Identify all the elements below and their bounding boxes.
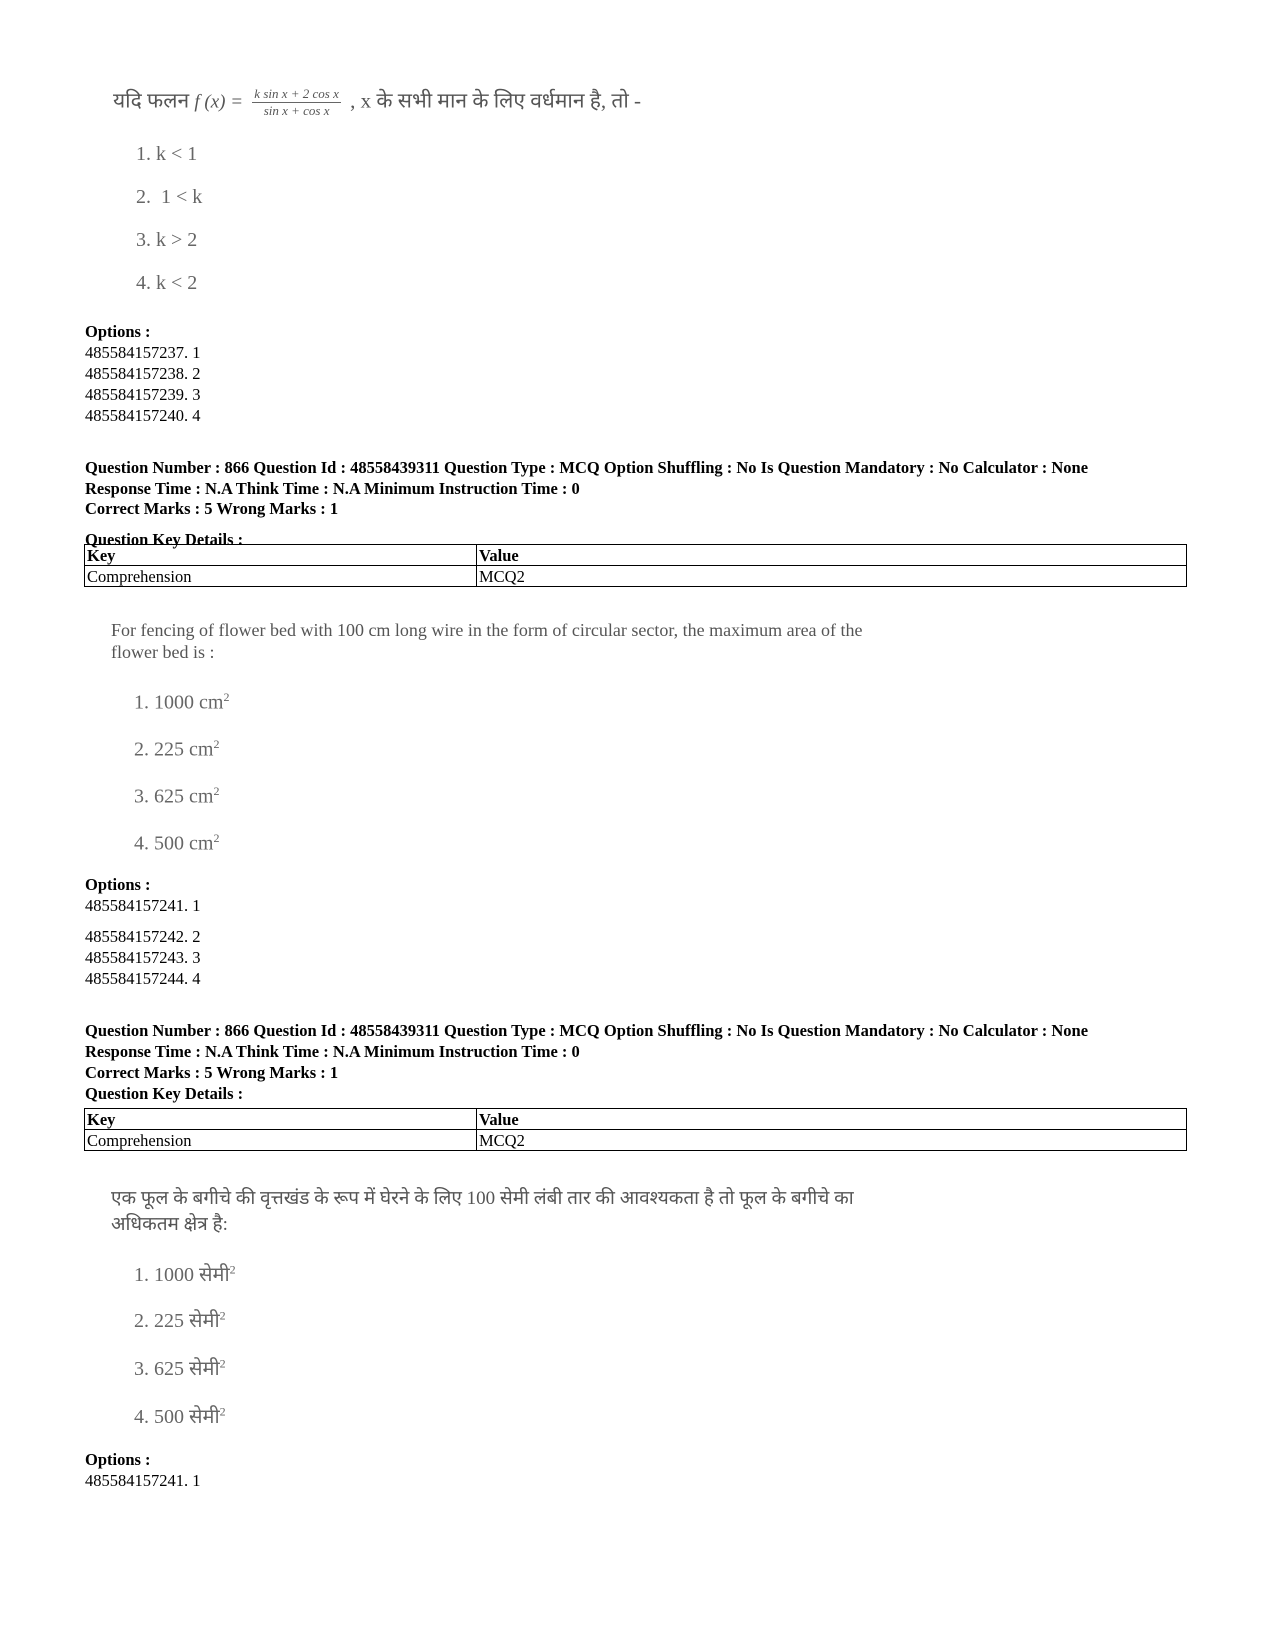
choice-2: 2. 1 < k (136, 186, 203, 208)
choice-text: 1. 1000 cm (134, 691, 224, 714)
table-header-row (85, 545, 1187, 566)
option-row: 485584157241. 1 (85, 896, 201, 915)
choice-text: 2. 225 सेमी (134, 1310, 220, 1332)
value-cell: MCQ2 (477, 1130, 1187, 1151)
table-row (85, 1130, 1187, 1151)
fraction (252, 86, 341, 119)
options-label: Options : (85, 875, 151, 894)
choice-text: 3. 625 cm (134, 785, 214, 808)
question-line-2: flower bed is : (111, 642, 215, 662)
function-notation: f (x) = (194, 91, 244, 113)
value-header: Value (477, 545, 1187, 566)
superscript: 2 (213, 737, 220, 751)
question-meta-line-2: Response Time : N.A Think Time : N.A Minimum Instruction Time : 0 (85, 1042, 580, 1061)
superscript: 2 (219, 1404, 226, 1419)
choice-2 (134, 737, 219, 762)
option-row: 485584157242. 2 (85, 927, 201, 946)
key-details-table (84, 1108, 1187, 1151)
choice-1 (134, 690, 229, 715)
key-details-label: Question Key Details : (85, 1084, 244, 1103)
key-details-table (84, 544, 1187, 587)
table-header-row (85, 1109, 1187, 1130)
option-row: 485584157243. 3 (85, 948, 201, 967)
question-line-1: For fencing of flower bed with 100 cm long wire in the form of circular sector, the maximum area of the (111, 620, 863, 640)
choice-text: 2. 225 cm (134, 738, 214, 761)
choice-text: 1. 1000 सेमी (134, 1264, 230, 1286)
option-row: 485584157238. 2 (85, 364, 201, 383)
question-image-1 (113, 86, 641, 119)
option-row: 485584157239. 3 (85, 385, 201, 404)
choice-3: 3. k > 2 (136, 229, 198, 251)
superscript: 2 (229, 1262, 236, 1277)
choice-text: 4. 500 सेमी (134, 1406, 220, 1428)
value-header: Value (477, 1109, 1187, 1130)
choice-3 (134, 1354, 226, 1381)
key-cell: Comprehension (85, 566, 477, 587)
question-text: यदि फलन (113, 88, 190, 113)
superscript: 2 (219, 1356, 226, 1371)
choice-4 (134, 1402, 226, 1429)
superscript: 2 (213, 784, 220, 798)
question-text-suffix: , x के सभी मान के लिए वर्धमान है, तो - (350, 88, 642, 113)
choice-1 (134, 1260, 236, 1287)
option-row: 485584157237. 1 (85, 343, 201, 362)
choice-text: 3. 625 सेमी (134, 1358, 220, 1380)
choice-4: 4. k < 2 (136, 272, 198, 294)
key-header: Key (85, 1109, 477, 1130)
superscript: 2 (213, 831, 220, 845)
value-cell: MCQ2 (477, 566, 1187, 587)
options-label: Options : (85, 1450, 151, 1469)
table-row (85, 566, 1187, 587)
fraction-denominator: sin x + cos x (263, 103, 330, 118)
superscript: 2 (219, 1308, 226, 1323)
key-details-label: Question Key Details : (85, 530, 244, 549)
question-line-1: एक फूल के बगीचे की वृत्तखंड के रूप में घेरने के लिए 100 सेमी लंबी तार की आवश्यकता है तो फूल के बगीचे का (111, 1188, 854, 1209)
question-meta-line-2: Response Time : N.A Think Time : N.A Minimum Instruction Time : 0 (85, 479, 580, 498)
question-line-2: अधिकतम क्षेत्र है: (111, 1214, 228, 1235)
key-cell: Comprehension (85, 1130, 477, 1151)
choice-4 (134, 831, 219, 856)
fraction-numerator: k sin x + 2 cos x (254, 86, 339, 101)
option-row: 485584157240. 4 (85, 406, 201, 425)
options-label: Options : (85, 322, 151, 341)
question-meta-line-1: Question Number : 866 Question Id : 48558439311 Question Type : MCQ Option Shuffling : No Is Question Mandatory : No Calculator : None (85, 458, 1089, 477)
option-row: 485584157244. 4 (85, 969, 201, 988)
question-meta-line-1: Question Number : 866 Question Id : 48558439311 Question Type : MCQ Option Shuffling : No Is Question Mandatory : No Calculator : None (85, 1021, 1089, 1040)
choice-3 (134, 784, 219, 809)
option-row: 485584157241. 1 (85, 1471, 201, 1490)
choice-1: 1. k < 1 (136, 143, 198, 165)
question-meta-line-3: Correct Marks : 5 Wrong Marks : 1 (85, 499, 339, 518)
question-meta-line-3: Correct Marks : 5 Wrong Marks : 1 (85, 1063, 339, 1082)
key-header: Key (85, 545, 477, 566)
choice-text: 4. 500 cm (134, 832, 214, 855)
superscript: 2 (223, 690, 230, 704)
choice-2 (134, 1306, 226, 1333)
